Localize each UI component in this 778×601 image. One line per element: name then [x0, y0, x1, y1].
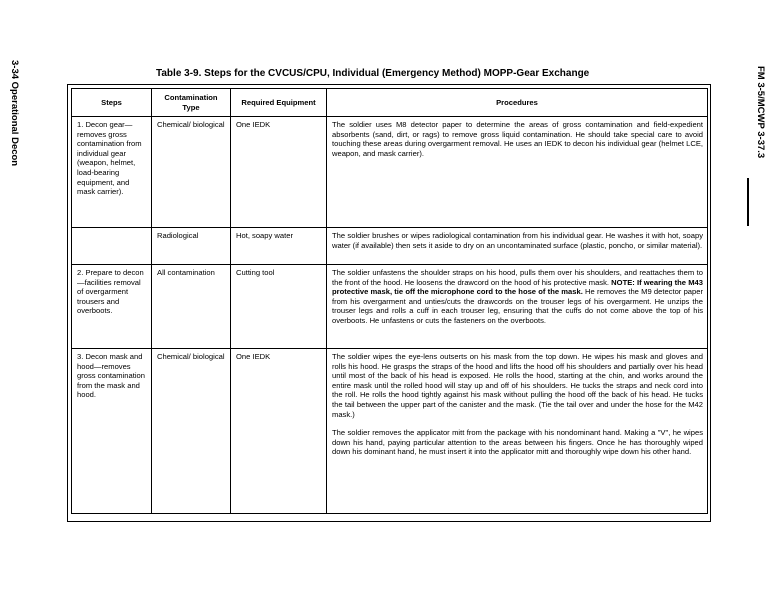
step-cell: 2. Prepare to decon—facilities removal of overgarment trousers and overboots. — [72, 265, 152, 349]
procedure-cell — [327, 117, 708, 228]
table-row — [72, 228, 708, 265]
procedure-text: The soldier brushes or wipes radiological contamination from his individual gear. He washes it with hot, soapy water (if available) then sets it aside to dry on an uncontaminated surface (plastic, poncho, or similar material). — [332, 231, 703, 250]
header-required-equipment: Required Equipment — [231, 89, 327, 117]
table-row — [72, 265, 708, 349]
contamination-cell: Radiological — [152, 228, 231, 265]
procedure-text-part: He removes the M9 detector paper from his overgarment and unties/cuts the drawcords on the trouser legs of his overgarment. He unzips the trouser legs and rolls a cuff in each trouser leg, ensuring that the cuffs do not come above the top of his overboots. He unfastens or cuts the fasteners on the overboots. — [332, 287, 703, 325]
header-procedures: Procedures — [327, 89, 708, 117]
manual-id-margin — [738, 66, 778, 206]
table-row — [72, 349, 708, 514]
contamination-cell: Chemical/ biological — [152, 349, 231, 514]
procedure-text: The soldier wipes the eye-lens outserts on his mask from the top down. He wipes his mask and gloves and rolls his hood. He grasps the straps of the hood and lifts the hood off his shoulders and partially over his head until most of the back of his head is exposed. He rolls the hood, starting at the chin, and works around the entire mask until the rolled hood will stay up and off of his shoulders. He tucks the straps and neck cord into the roll. He rolls the hood tightly against his mask without pulling the hood off the back of his head. He tucks the tail between the upper part of the canister and the mask. (Tie the tail over and under the hose for the M42 mask.) — [332, 352, 703, 419]
procedure-cell — [327, 265, 708, 349]
contamination-cell: All contamination — [152, 265, 231, 349]
table-row — [72, 117, 708, 228]
step-cell — [72, 228, 152, 265]
table-title: Table 3-9. Steps for the CVCUS/CPU, Individual (Emergency Method) MOPP-Gear Exchange — [156, 68, 590, 79]
procedure-text: The soldier removes the applicator mitt from the package with his nondominant hand. Making a "V", he wipes down his hand, paying particular attention to the areas between his fingers. Once he has thoroughly wiped down his dominant hand, he must insert it into the applicator mitt and thoroughly wipe down his other hand. — [332, 428, 703, 457]
equipment-cell: One IEDK — [231, 349, 327, 514]
equipment-cell: Cutting tool — [231, 265, 327, 349]
contamination-cell: Chemical/ biological — [152, 117, 231, 228]
manual-id-label: FM 3-5/MCWP 3-37.3 — [755, 66, 766, 159]
step-cell: 3. Decon mask and hood—removes gross contamination from the mask and hood. — [72, 349, 152, 514]
equipment-cell: One IEDK — [231, 117, 327, 228]
header-steps: Steps — [72, 89, 152, 117]
procedure-text — [332, 268, 703, 326]
mopp-exchange-table — [71, 88, 708, 514]
step-cell: 1. Decon gear—removes gross contamination from individual gear (weapon, helmet, load-bearing equipment, and mask carrier). — [72, 117, 152, 228]
margin-rule — [747, 178, 749, 226]
page-number-margin — [0, 60, 40, 200]
procedure-text: The soldier uses M8 detector paper to determine the areas of gross contamination and field-expedient absorbents (sand, dirt, or rags) to remove gross liquid contamination. He should take special care to avoid touching these areas during overgarment removal. He uses an IEDK to decon his individual gear (helmet LCE, weapon, and mask carrier). — [332, 120, 703, 158]
procedure-cell — [327, 228, 708, 265]
procedure-cell — [327, 349, 708, 514]
table-header-row — [72, 89, 708, 117]
page-section-label: 3-34 Operational Decon — [9, 60, 20, 167]
procedure-note: NOTE: If wearing the M43 protective mask, tie off the microphone cord to the hose of the mask. — [332, 277, 703, 297]
header-contamination-type: Contamination Type — [152, 89, 231, 117]
equipment-cell: Hot, soapy water — [231, 228, 327, 265]
procedure-text-part: The soldier unfastens the shoulder straps on his hood, pulls them over his shoulders, and reattaches them to the front of the hood. He loosens the drawcord on the hood of his protective mask. — [332, 268, 703, 287]
